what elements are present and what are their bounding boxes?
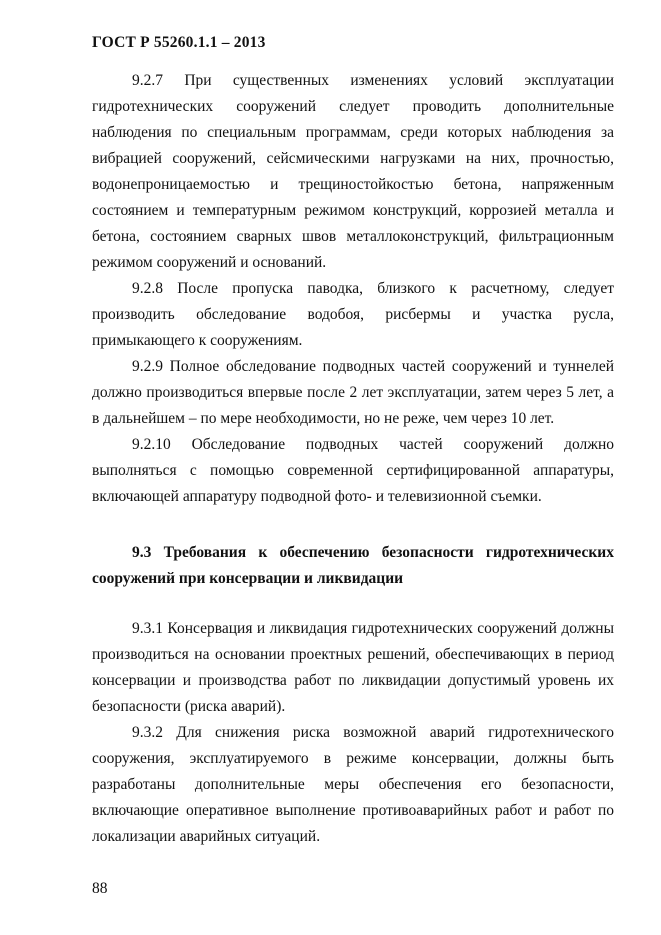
section-heading-9-3: 9.3 Требования к обеспечению безопасности гидротехнических сооружений при консервации и ликвидации [92,544,614,587]
paragraph-9-2-10: 9.2.10 Обследование подводных частей сооружений должно выполняться с помощью современной сертифицированной аппаратуры, включающей аппаратуру подводной фото- и телевизионной съемки. [92,436,614,505]
document-header: ГОСТ Р 55260.1.1 – 2013 [92,34,266,51]
paragraph-9-3-2: 9.3.2 Для снижения риска возможной аварий гидротехнического сооружения, эксплуатируемого в режиме консервации, должны быть разработаны дополнительные меры обеспечения его безопасности, включающие оперативное выполнение противоаварийных работ и работ по локализации аварийных ситуаций. [92,724,614,845]
paragraph-9-2-8: 9.2.8 После пропуска паводка, близкого к расчетному, следует производить обследование водобоя, рисбермы и участка русла, примыкающего к сооружениям. [92,280,614,349]
page-number: 88 [92,880,108,897]
page-body [92,68,614,850]
paragraph-9-3-1: 9.3.1 Консервация и ликвидация гидротехнических сооружений должны производиться на основании проектных решений, обеспечивающих в период консервации и производства работ по ликвидации допустимый уровень их безопасности (риска аварий). [92,620,614,715]
paragraph-9-2-7: 9.2.7 При существенных изменениях условий эксплуатации гидротехнических сооружений следует проводить дополнительные наблюдения по специальным программам, среди которых наблюдения за вибрацией сооружений, сейсмическими нагрузками на них, прочностью, водонепроницаемостью и трещиностойкостью бетона, напряженным состоянием и температурным режимом конструкций, коррозией металла и бетона, состоянием сварных швов металлоконструкций, фильтрационным режимом сооружений и оснований. [92,72,614,271]
paragraph-9-2-9: 9.2.9 Полное обследование подводных частей сооружений и туннелей должно производиться впервые после 2 лет эксплуатации, затем через 5 лет, а в дальнейшем – по мере необходимости, но не реже, чем через 10 лет. [92,358,614,427]
